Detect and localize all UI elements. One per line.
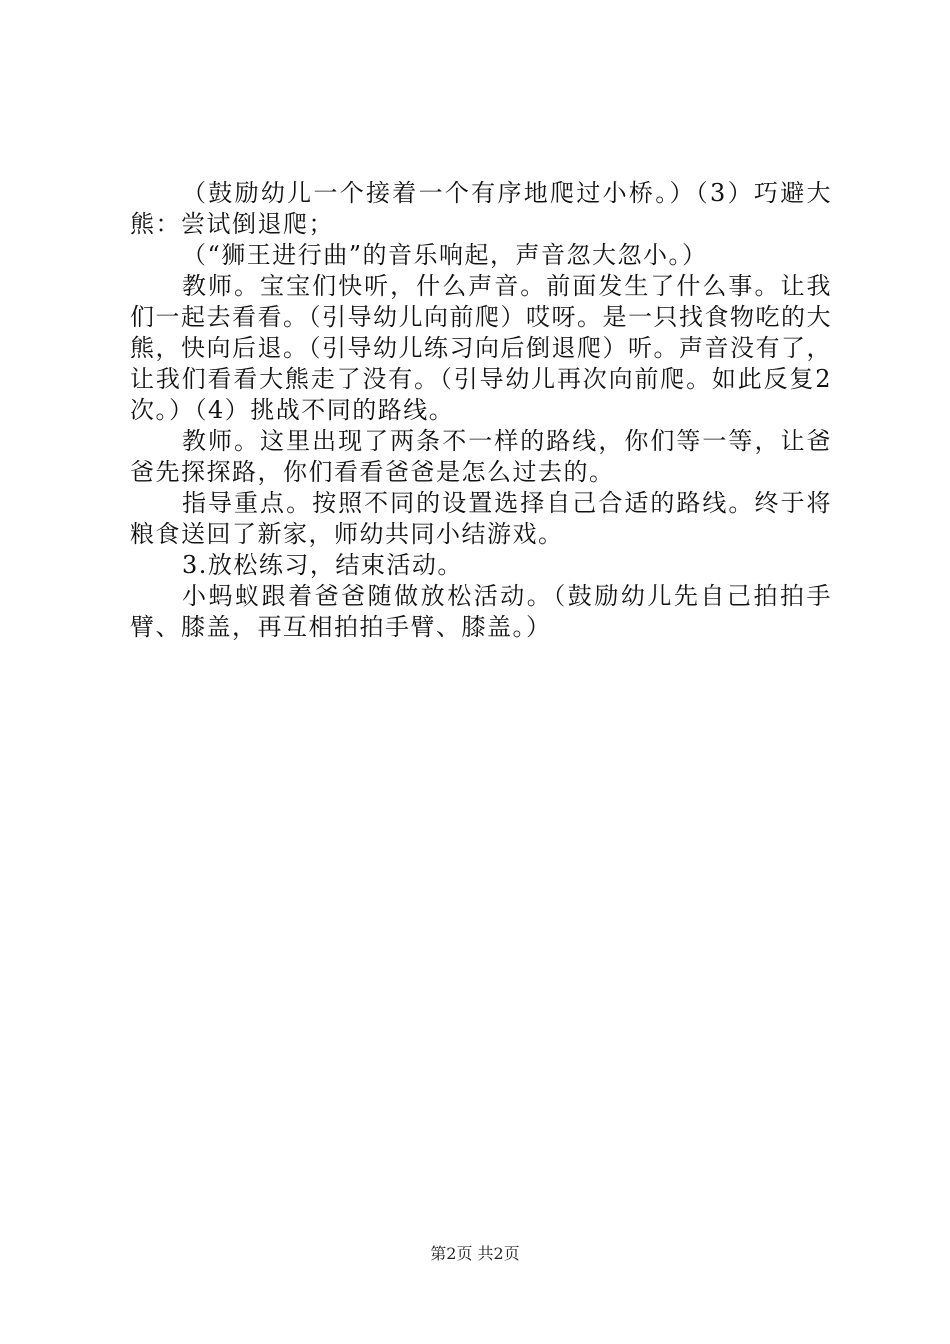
paragraph-5: 指导重点。按照不同的设置选择自己合适的路线。终于将粮食送回了新家，师幼共同小结游戏。 <box>130 489 832 548</box>
document-body <box>130 178 832 643</box>
paragraph-4: 教师。这里出现了两条不一样的路线，你们等一等，让爸爸先探探路，你们看看爸爸是怎么过去的。 <box>130 427 832 486</box>
paragraph-7: 小蚂蚁跟着爸爸随做放松活动。（鼓励幼儿先自己拍拍手臂、膝盖，再互相拍拍手臂、膝盖。） <box>130 582 832 641</box>
paragraph-1: （鼓励幼儿一个接着一个有序地爬过小桥。）（3）巧避大熊：尝试倒退爬； <box>130 179 832 238</box>
paragraph-2: （“狮王进行曲”的音乐响起，声音忽大忽小。） <box>182 241 708 269</box>
paragraph-3: 教师。宝宝们快听，什么声音。前面发生了什么事。让我们一起去看看。（引导幼儿向前爬）哎呀。是一只找食物吃的大熊，快向后退。（引导幼儿练习向后倒退爬）听。声音没有了，让我们看看大熊走了没有。（引导幼儿再次向前爬。如此反复2次。）（4）挑战不同的路线。 <box>130 272 832 424</box>
paragraph-6: 3.放松练习，结束活动。 <box>182 551 463 579</box>
page-footer: 第2页 共2页 <box>430 1244 520 1263</box>
